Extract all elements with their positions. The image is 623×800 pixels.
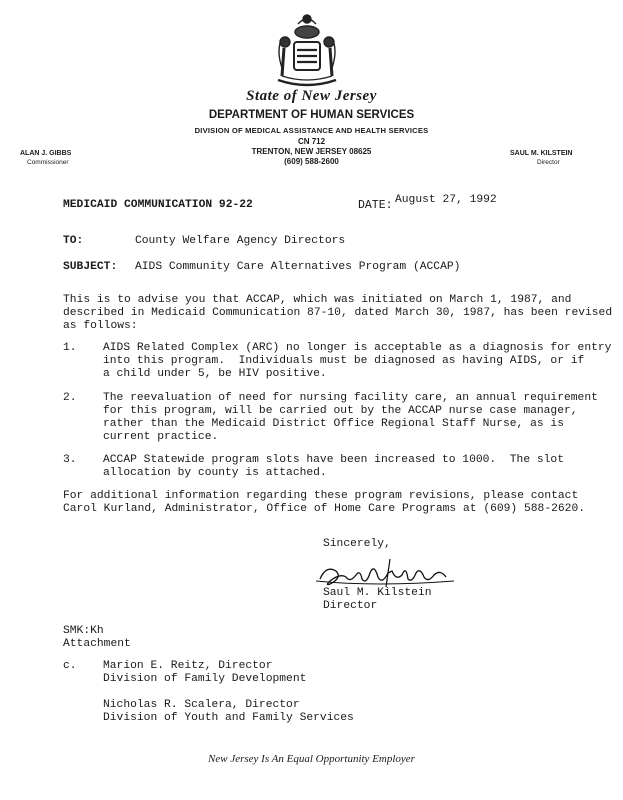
date-value: August 27, 1992 <box>395 194 497 206</box>
signer-name: Saul M. Kilstein <box>323 587 432 599</box>
commissioner-name: ALAN J. GIBBS <box>20 150 72 157</box>
state-name: State of New Jersey <box>246 88 377 104</box>
subject-label: SUBJECT: <box>63 261 118 273</box>
closing-paragraph: For additional information regarding these program revisions, please contact Carol Kurland, Administrator, Office of Home Care Programs at (609) 588-2620. <box>63 490 586 515</box>
list-item-text: AIDS Related Complex (ARC) no longer is acceptable as a diagnosis for entry into this program. Individuals must be diagnosed as having AIDS, or if a child under 5, be HIV positive. <box>103 342 612 380</box>
subject-value: AIDS Community Care Alternatives Program (ACCAP) <box>135 261 461 273</box>
signer-title: Director <box>323 600 378 612</box>
attachment-note: Attachment <box>63 638 131 650</box>
typist-initials: SMK:Kh <box>63 625 104 637</box>
footer-text: New Jersey Is An Equal Opportunity Employer <box>208 753 415 765</box>
cc-label: c. <box>63 660 77 672</box>
division-name: DIVISION OF MEDICAL ASSISTANCE AND HEALTH SERVICES <box>194 126 429 135</box>
list-item-number: 3. <box>63 454 77 466</box>
sincerely-text: Sincerely, <box>323 538 391 550</box>
director-name: SAUL M. KILSTEIN <box>510 150 573 157</box>
list-item-number: 2. <box>63 392 77 404</box>
handwritten-signature <box>316 551 456 591</box>
cc-recipient-name: Nicholas R. Scalera, Director <box>103 699 300 711</box>
address-cn: CN 712 <box>297 137 326 146</box>
list-item-text: The reevaluation of need for nursing facility care, an annual requirement for this program, will be carried out by the ACCAP nurse case manager, rather than the Medicaid District Office Regional Staff Nurse, as is current practice. <box>103 392 598 443</box>
communication-number: MEDICAID COMMUNICATION 92-22 <box>63 199 253 211</box>
date-label: DATE: <box>358 199 393 212</box>
to-label: TO: <box>63 235 84 247</box>
state-seal <box>268 10 346 90</box>
address-phone: (609) 588-2600 <box>284 157 339 166</box>
cc-recipient-division: Division of Family Development <box>103 673 307 685</box>
address-city: TRENTON, NEW JERSEY 08625 <box>251 147 372 156</box>
commissioner-title: Commissioner <box>27 159 69 166</box>
intro-paragraph: This is to advise you that ACCAP, which was initiated on March 1, 1987, and described in Medicaid Communication 87-10, dated March 30, 1987, has been revised as follows: <box>63 294 613 332</box>
to-value: County Welfare Agency Directors <box>135 235 346 247</box>
list-item-number: 1. <box>63 342 77 354</box>
cc-recipient-name: Marion E. Reitz, Director <box>103 660 273 672</box>
cc-recipient-division: Division of Youth and Family Services <box>103 712 354 724</box>
list-item-text: ACCAP Statewide program slots have been increased to 1000. The slot allocation by county is attached. <box>103 454 564 479</box>
director-title: Director <box>537 159 560 166</box>
department-name: DEPARTMENT OF HUMAN SERVICES <box>208 109 415 121</box>
